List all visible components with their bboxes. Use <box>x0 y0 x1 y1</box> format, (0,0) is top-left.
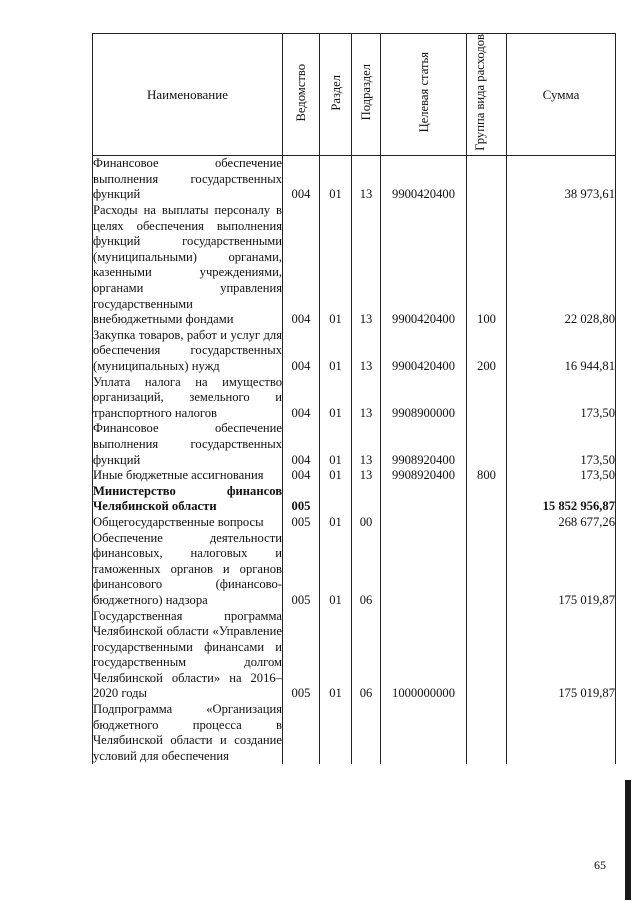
header-exp-group: Группа вида расходов <box>472 34 487 151</box>
cell-subsection <box>352 702 381 764</box>
cell-exp-group <box>467 375 507 422</box>
cell-sum: 173,50 <box>507 375 616 422</box>
cell-target: 9908900000 <box>381 375 467 422</box>
cell-dept: 005 <box>283 484 320 515</box>
cell-target: 9908920400 <box>381 468 467 484</box>
cell-dept: 005 <box>283 609 320 703</box>
cell-sum: 175 019,87 <box>507 531 616 609</box>
cell-section: 01 <box>320 328 352 375</box>
cell-section <box>320 702 352 764</box>
header-dept-cell <box>283 34 320 156</box>
header-target: Целевая статья <box>416 52 431 133</box>
cell-section: 01 <box>320 468 352 484</box>
cell-subsection: 06 <box>352 609 381 703</box>
table-row <box>93 468 616 484</box>
cell-subsection: 13 <box>352 468 381 484</box>
cell-section: 01 <box>320 609 352 703</box>
table-row <box>93 609 616 703</box>
cell-name: Общегосударственные вопросы <box>93 515 283 531</box>
budget-table <box>92 33 616 764</box>
header-section-cell <box>320 34 352 156</box>
cell-target <box>381 702 467 764</box>
cell-exp-group <box>467 421 507 468</box>
cell-subsection: 13 <box>352 203 381 328</box>
cell-sum: 38 973,61 <box>507 156 616 203</box>
cell-target <box>381 484 467 515</box>
table-row <box>93 484 616 515</box>
cell-dept: 005 <box>283 531 320 609</box>
cell-subsection: 13 <box>352 375 381 422</box>
cell-exp-group <box>467 515 507 531</box>
table-row <box>93 328 616 375</box>
cell-name: Министерство финансов Челябинской области <box>93 483 282 514</box>
cell-dept: 004 <box>283 468 320 484</box>
cell-dept: 004 <box>283 375 320 422</box>
cell-dept: 004 <box>283 203 320 328</box>
table-row <box>93 375 616 422</box>
page-number: 65 <box>594 858 606 872</box>
cell-dept: 005 <box>283 515 320 531</box>
cell-subsection: 06 <box>352 531 381 609</box>
cell-section: 01 <box>320 421 352 468</box>
cell-sum <box>507 702 616 764</box>
cell-sum: 173,50 <box>507 421 616 468</box>
cell-sum: 22 028,80 <box>507 203 616 328</box>
table-row <box>93 702 616 764</box>
cell-name: Обеспечение деятельности финансовых, налоговых и таможенных органов и органов финансового (финансово-бюджетного) надзора <box>93 530 282 607</box>
cell-name: Закупка товаров, работ и услуг для обеспечения государственных (муниципальных) нужд <box>93 327 282 373</box>
cell-exp-group <box>467 156 507 203</box>
cell-exp-group <box>467 531 507 609</box>
header-exp-group-cell <box>467 34 507 156</box>
table-row <box>93 203 616 328</box>
cell-dept: 004 <box>283 421 320 468</box>
cell-exp-group: 200 <box>467 328 507 375</box>
cell-section: 01 <box>320 375 352 422</box>
header-dept: Ведомство <box>294 63 308 122</box>
cell-target <box>381 531 467 609</box>
table-row <box>93 531 616 609</box>
header-name: Наименование <box>93 34 283 156</box>
header-section: Раздел <box>328 74 343 111</box>
table-body <box>93 156 616 765</box>
cell-dept: 004 <box>283 156 320 203</box>
cell-sum: 268 677,26 <box>507 515 616 531</box>
cell-sum: 16 944,81 <box>507 328 616 375</box>
scan-edge-mark <box>625 780 631 900</box>
cell-dept: 004 <box>283 328 320 375</box>
header-sum: Сумма <box>507 34 616 156</box>
cell-exp-group <box>467 702 507 764</box>
cell-sum: 175 019,87 <box>507 609 616 703</box>
cell-target: 1000000000 <box>381 609 467 703</box>
cell-name: Финансовое обеспечение выполнения государственных функций <box>93 421 282 467</box>
cell-dept <box>283 702 320 764</box>
header-subsection: Подраздел <box>359 64 373 121</box>
cell-name: Расходы на выплаты персоналу в целях обеспечения выполнения функций государственными (муниципальными) органами, казенными учреждениями, органами управления государственными внебюджетными фондами <box>93 203 282 327</box>
cell-name: Уплата налога на имущество организаций, земельного и транспортного налогов <box>93 374 282 420</box>
table-row <box>93 515 616 531</box>
cell-subsection: 00 <box>352 515 381 531</box>
cell-exp-group <box>467 609 507 703</box>
cell-sum: 173,50 <box>507 468 616 484</box>
header-subsection-cell <box>352 34 381 156</box>
cell-target: 9908920400 <box>381 421 467 468</box>
cell-subsection <box>352 484 381 515</box>
cell-subsection: 13 <box>352 328 381 375</box>
cell-name: Иные бюджетные ассигнования <box>93 468 283 484</box>
cell-target: 9900420400 <box>381 328 467 375</box>
cell-section: 01 <box>320 156 352 203</box>
cell-exp-group: 800 <box>467 468 507 484</box>
cell-name: Государственная программа Челябинской области «Управление государственными финансами и государственным долгом Челябинской области» на 2016–2020 годы <box>93 608 282 701</box>
cell-target: 9900420400 <box>381 203 467 328</box>
cell-exp-group <box>467 484 507 515</box>
cell-name: Финансовое обеспечение выполнения государственных функций <box>93 156 282 202</box>
table-header-row <box>93 34 616 156</box>
cell-target <box>381 515 467 531</box>
cell-subsection: 13 <box>352 156 381 203</box>
cell-subsection: 13 <box>352 421 381 468</box>
cell-sum: 15 852 956,87 <box>507 484 616 515</box>
cell-target: 9900420400 <box>381 156 467 203</box>
table-row <box>93 156 616 203</box>
cell-name: Подпрограмма «Организация бюджетного процесса в Челябинской области и создание условий для обеспечения <box>93 702 282 763</box>
header-target-cell <box>381 34 467 156</box>
cell-section <box>320 484 352 515</box>
budget-table-page <box>92 33 615 838</box>
cell-section: 01 <box>320 515 352 531</box>
cell-exp-group: 100 <box>467 203 507 328</box>
cell-section: 01 <box>320 531 352 609</box>
table-row <box>93 421 616 468</box>
cell-section: 01 <box>320 203 352 328</box>
